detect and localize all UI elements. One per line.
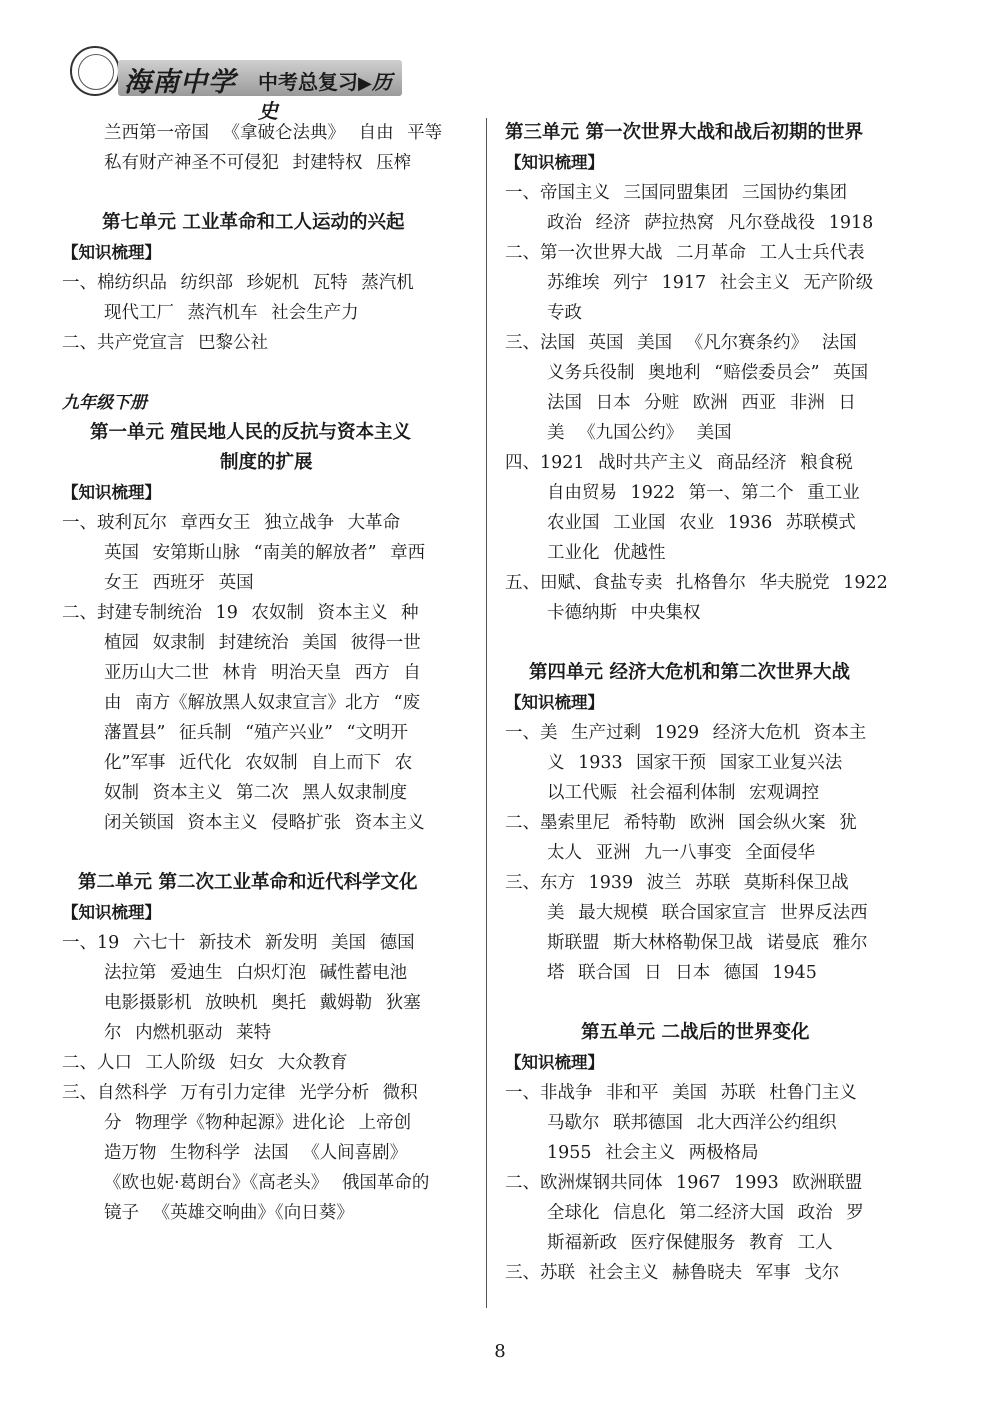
book-subtitle bbox=[258, 66, 402, 124]
text-line: 斯联盟 斯大林格勒保卫战 诺曼底 雅尔 bbox=[547, 933, 868, 953]
text-line: 镜子 《英雄交响曲》《向日葵》 bbox=[104, 1203, 354, 1223]
text-line: 现代工厂 蒸汽机车 社会生产力 bbox=[104, 303, 359, 323]
text-line: 三、东方 1939 波兰 苏联 莫斯科保卫战 bbox=[505, 873, 849, 893]
unit-title: 第三单元 第一次世界大战和战后初期的世界 bbox=[505, 122, 863, 143]
text-line: 二、墨索里尼 希特勒 欧洲 国会纵火案 犹 bbox=[505, 813, 857, 833]
text-line: 美 《九国公约》 美国 bbox=[547, 423, 732, 443]
text-line: 《欧也妮·葛朗台》《高老头》 俄国革命的 bbox=[104, 1173, 430, 1193]
subtitle-text: 中考总复习 bbox=[258, 70, 358, 94]
text-line: 卡德纳斯 中央集权 bbox=[547, 603, 701, 623]
text-line: 尔 内燃机驱动 莱特 bbox=[104, 1023, 272, 1043]
section-label: 【知识梳理】 bbox=[62, 483, 161, 502]
text-line: 私有财产神圣不可侵犯 封建特权 压榨 bbox=[104, 153, 412, 173]
text-line: 农业国 工业国 农业 1936 苏联模式 bbox=[547, 513, 856, 533]
right-column bbox=[505, 118, 910, 1288]
text-line: 造万物 生物科学 法国 《人间喜剧》 bbox=[104, 1143, 408, 1163]
text-line: 二、封建专制统治 19 农奴制 资本主义 种 bbox=[62, 603, 419, 623]
text-line: 女王 西班牙 英国 bbox=[104, 573, 254, 593]
text-line: 英国 安第斯山脉 “南美的解放者” 章西 bbox=[104, 543, 426, 563]
grade-heading: 九年级下册 bbox=[62, 393, 147, 413]
text-line: 二、人口 工人阶级 妇女 大众教育 bbox=[62, 1053, 348, 1073]
text-line: 兰西第一帝国 《拿破仑法典》 自由 平等 bbox=[104, 123, 443, 143]
text-line: 亚历山大二世 林肯 明治天皇 西方 自 bbox=[104, 663, 421, 683]
text-line: 分 物理学《物种起源》进化论 上帝创 bbox=[104, 1113, 412, 1133]
text-line: 一、非战争 非和平 美国 苏联 杜鲁门主义 bbox=[505, 1083, 857, 1103]
text-line: 藩置县” 征兵制 “殖产兴业” “文明开 bbox=[104, 723, 408, 743]
section-label: 【知识梳理】 bbox=[505, 1053, 604, 1072]
text-line: 二、共产党宣言 巴黎公社 bbox=[62, 333, 269, 353]
text-line: 塔 联合国 日 日本 德国 1945 bbox=[547, 963, 817, 983]
text-line: 法国 日本 分赃 欧洲 西亚 非洲 日 bbox=[547, 393, 856, 413]
section-label: 【知识梳理】 bbox=[62, 903, 161, 922]
text-line: 义务兵役制 奥地利 “赔偿委员会” 英国 bbox=[547, 363, 869, 383]
text-line: 三、自然科学 万有引力定律 光学分析 微积 bbox=[62, 1083, 418, 1103]
unit-title: 第一单元 殖民地人民的反抗与资本主义 bbox=[90, 422, 411, 443]
unit-title: 第七单元 工业革命和工人运动的兴起 bbox=[102, 212, 405, 233]
school-name: 海南中学 bbox=[124, 67, 236, 98]
text-line: 一、玻利瓦尔 章西女王 独立战争 大革命 bbox=[62, 513, 401, 533]
text-line: 三、苏联 社会主义 赫鲁晓夫 军事 戈尔 bbox=[505, 1263, 840, 1283]
text-line: 二、第一次世界大战 二月革命 工人士兵代表 bbox=[505, 243, 865, 263]
left-column bbox=[62, 118, 467, 1228]
page-header bbox=[62, 42, 402, 123]
text-line: 四、1921 战时共产主义 商品经济 粮食税 bbox=[505, 453, 853, 473]
unit-title: 第二单元 第二次工业革命和近代科学文化 bbox=[78, 872, 418, 893]
subject-label: 历史 bbox=[258, 70, 392, 123]
text-line: 政治 经济 萨拉热窝 凡尔登战役 1918 bbox=[547, 213, 874, 233]
text-line: 电影摄影机 放映机 奥托 戴姆勒 狄塞 bbox=[104, 993, 421, 1013]
text-line: 一、19 六七十 新技术 新发明 美国 德国 bbox=[62, 933, 415, 953]
unit-title: 第五单元 二战后的世界变化 bbox=[581, 1022, 810, 1043]
text-line: 自由贸易 1922 第一、第二个 重工业 bbox=[547, 483, 860, 503]
text-line: 化”军事 近代化 农奴制 自上而下 农 bbox=[104, 753, 413, 773]
text-line: 工业化 优越性 bbox=[547, 543, 666, 563]
page-number: 8 bbox=[494, 1341, 506, 1362]
column-divider bbox=[486, 118, 487, 1308]
text-line: 三、法国 英国 美国 《凡尔赛条约》 法国 bbox=[505, 333, 857, 353]
section-label: 【知识梳理】 bbox=[62, 243, 161, 262]
text-line: 斯福新政 医疗保健服务 教育 工人 bbox=[547, 1233, 833, 1253]
text-line: 一、美 生产过剩 1929 经济大危机 资本主 bbox=[505, 723, 867, 743]
text-line: 全球化 信息化 第二经济大国 政治 罗 bbox=[547, 1203, 864, 1223]
text-line: 苏维埃 列宁 1917 社会主义 无产阶级 bbox=[547, 273, 874, 293]
text-line: 由 南方《解放黑人奴隶宣言》北方 “废 bbox=[104, 693, 421, 713]
text-line: 马歇尔 联邦德国 北大西洋公约组织 bbox=[547, 1113, 837, 1133]
text-line: 五、田赋、食盐专卖 扎格鲁尔 华夫脱党 1922 bbox=[505, 573, 888, 593]
text-line: 植园 奴隶制 封建统治 美国 彼得一世 bbox=[104, 633, 421, 653]
text-line: 以工代赈 社会福利体制 宏观调控 bbox=[547, 783, 820, 803]
text-line: 美 最大规模 联合国家宣言 世界反法西 bbox=[547, 903, 868, 923]
text-line: 闭关锁国 资本主义 侵略扩张 资本主义 bbox=[104, 813, 425, 833]
text-line: 法拉第 爱迪生 白炽灯泡 碱性蓄电池 bbox=[104, 963, 408, 983]
school-seal-icon bbox=[70, 46, 120, 96]
text-line: 二、欧洲煤钢共同体 1967 1993 欧洲联盟 bbox=[505, 1173, 863, 1193]
unit-title: 第四单元 经济大危机和第二次世界大战 bbox=[529, 662, 850, 683]
text-line: 奴制 资本主义 第二次 黑人奴隶制度 bbox=[104, 783, 408, 803]
text-line: 专政 bbox=[547, 303, 582, 323]
arrow-icon: ▶ bbox=[358, 73, 372, 94]
section-label: 【知识梳理】 bbox=[505, 153, 604, 172]
text-line: 1955 社会主义 两极格局 bbox=[547, 1143, 759, 1163]
text-line: 义 1933 国家干预 国家工业复兴法 bbox=[547, 753, 843, 773]
unit-title-cont: 制度的扩展 bbox=[220, 452, 313, 473]
text-line: 太人 亚洲 九一八事变 全面侵华 bbox=[547, 843, 816, 863]
section-label: 【知识梳理】 bbox=[505, 693, 604, 712]
text-line: 一、棉纺织品 纺织部 珍妮机 瓦特 蒸汽机 bbox=[62, 273, 414, 293]
text-line: 一、帝国主义 三国同盟集团 三国协约集团 bbox=[505, 183, 848, 203]
